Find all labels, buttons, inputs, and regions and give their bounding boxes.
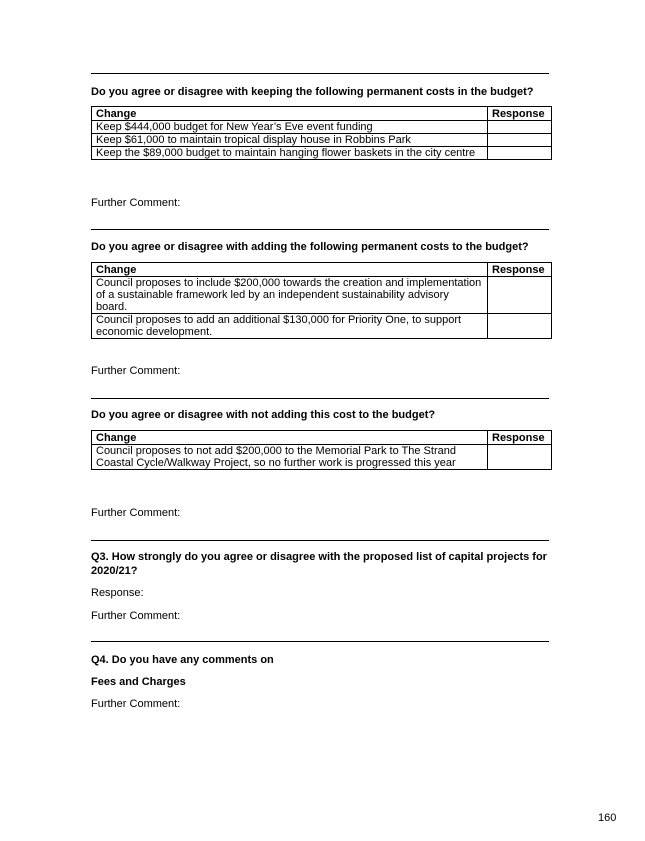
section2-further-comment: Further Comment: <box>91 365 181 377</box>
table-row <box>92 277 552 314</box>
column-header-change: Change <box>92 263 488 277</box>
section3-further-comment: Further Comment: <box>91 507 181 519</box>
table-header-row <box>92 431 552 445</box>
response-cell[interactable] <box>488 147 552 160</box>
section3-table <box>91 430 552 470</box>
section1-table <box>91 106 552 160</box>
change-cell: Council proposes to include $200,000 towards the creation and implementation of a sustainable framework led by an independent sustainability advisory board. <box>92 277 488 314</box>
table-row <box>92 314 552 339</box>
section1-further-comment: Further Comment: <box>91 197 181 209</box>
divider-top <box>91 73 549 74</box>
section2-table <box>91 262 552 339</box>
section1-question: Do you agree or disagree with keeping the following permanent costs in the budget? <box>91 86 534 98</box>
response-cell[interactable] <box>488 121 552 134</box>
q4-further-comment: Further Comment: <box>91 698 181 710</box>
response-cell[interactable] <box>488 314 552 339</box>
table-row <box>92 147 552 160</box>
table-row <box>92 121 552 134</box>
response-cell[interactable] <box>488 445 552 470</box>
column-header-change: Change <box>92 107 488 121</box>
section3-question: Do you agree or disagree with not adding this cost to the budget? <box>91 409 436 421</box>
table-header-row <box>92 107 552 121</box>
column-header-change: Change <box>92 431 488 445</box>
divider <box>91 229 549 230</box>
change-cell: Council proposes to add an additional $130,000 for Priority One, to support economic development. <box>92 314 488 339</box>
table-header-row <box>92 263 552 277</box>
response-cell[interactable] <box>488 134 552 147</box>
divider <box>91 398 549 399</box>
table-row <box>92 445 552 470</box>
response-cell[interactable] <box>488 277 552 314</box>
q3-question: Q3. How strongly do you agree or disagree with the proposed list of capital projects for 2020/21? <box>91 551 547 577</box>
table-row <box>92 134 552 147</box>
change-cell: Keep $444,000 budget for New Year’s Eve event funding <box>92 121 488 134</box>
q4-question: Q4. Do you have any comments on <box>91 654 274 666</box>
change-cell: Keep the $89,000 budget to maintain hanging flower baskets in the city centre <box>92 147 488 160</box>
divider <box>91 540 549 541</box>
column-header-response: Response <box>488 107 552 121</box>
page-number: 160 <box>598 812 617 824</box>
column-header-response: Response <box>488 263 552 277</box>
q3-response-label: Response: <box>91 587 144 599</box>
divider <box>91 641 549 642</box>
change-cell: Keep $61,000 to maintain tropical display house in Robbins Park <box>92 134 488 147</box>
section2-question: Do you agree or disagree with adding the following permanent costs to the budget? <box>91 241 529 253</box>
column-header-response: Response <box>488 431 552 445</box>
q4-topic: Fees and Charges <box>91 676 186 688</box>
change-cell: Council proposes to not add $200,000 to the Memorial Park to The Strand Coastal Cycle/Walkway Project, so no further work is progressed this year <box>92 445 488 470</box>
q3-further-comment: Further Comment: <box>91 610 181 622</box>
